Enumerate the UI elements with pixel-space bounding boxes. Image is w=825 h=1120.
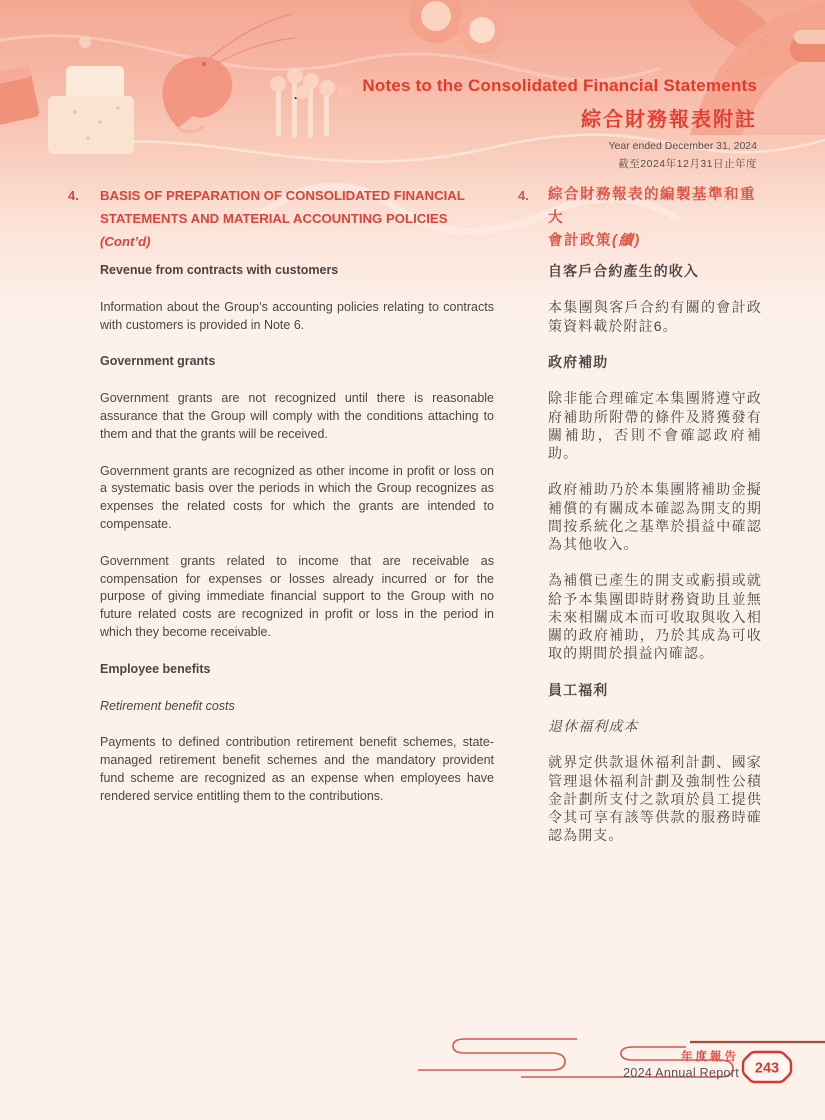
page-title-zh: 綜合財務報表附註 [581, 109, 757, 131]
tofu-illustration [48, 66, 134, 154]
note-section-4 [68, 184, 762, 863]
annual-report-en: 2024 Annual Report [623, 1066, 739, 1080]
subhead-revenue-en: Revenue from contracts with customers [100, 263, 339, 277]
annual-report-zh: 年度報告 [681, 1051, 739, 1063]
footer-report-label [623, 1048, 739, 1080]
shrimp-illustration [162, 14, 298, 132]
para-grants3-zh: 為補償已產生的開支或虧損或就給予本集團即時財務資助且並無未來相關成本而可收取與收入相關的政府補助，乃於其成為可收取的期間於損益內確認。 [548, 572, 762, 662]
stray-dot-mark: . [294, 88, 298, 102]
para-grants3-en: Government grants related to income that are receivable as compensation for expenses or losses already incurred or for the purpose of giving immediate financial support to the Group with no future related costs are recognized in profit or loss in the period in which they become receivable. [100, 553, 494, 639]
english-column [100, 184, 494, 825]
deco-dot [338, 85, 352, 99]
para-retirement-zh: 就界定供款退休福利計劃、國家管理退休福利計劃及強制性公積金計劃所支付之款項於員工提供令其可享有該等供款的服務時確認為開支。 [548, 754, 762, 844]
enoki-mushrooms-illustration [270, 68, 335, 138]
para-grants2-en: Government grants are recognized as other income in profit or loss on a systematic basis over the periods in which the Group recognizes as expenses the related costs for which the grants are intended to compensate. [100, 463, 494, 531]
sushi-illustration [790, 30, 825, 62]
page-number: 243 [754, 1060, 780, 1077]
para-retirement-en: Payments to defined contribution retirement benefit schemes, state-managed retirement benefit schemes and the mandatory provident fund scheme are recognized as an expense when employees have rendered service entitling them to the contributions. [100, 735, 494, 803]
subhead-grants-zh: 政府補助 [548, 353, 609, 370]
heading-line: STATEMENTS AND MATERIAL ACCOUNTING POLICIES [100, 211, 448, 226]
page-header [362, 76, 757, 171]
subhead-revenue-zh: 自客戶合約產生的收入 [548, 263, 699, 279]
heading-line: BASIS OF PREPARATION OF CONSOLIDATED FINANCIAL [100, 188, 465, 203]
period-en: Year ended December 31, 2024 [608, 140, 757, 152]
red-box-illustration [0, 65, 40, 126]
deco-dot [79, 36, 91, 48]
roll-illustration [409, 0, 506, 54]
page-number-octagon [740, 1049, 794, 1085]
para-grants1-zh: 除非能合理確定本集團將遵守政府補助所附帶的條件及將獲發有關補助，否則不會確認政府補助。 [548, 390, 762, 461]
heading-line: 綜合財務報表的編製基準和重大 [548, 187, 756, 226]
section-number-en: 4. [68, 188, 79, 203]
section-number-zh: 4. [518, 188, 529, 203]
para-grants2-zh: 政府補助乃於本集團將補助金擬補償的有關成本確認為開支的期間按系統化之基準於損益中確認為其他收入。 [548, 481, 762, 552]
chinese-column [548, 184, 762, 863]
para-revenue-en: Information about the Group’s accounting policies relating to contracts with customers is provided in Note 6. [100, 299, 494, 332]
contd-label: (續) [612, 233, 641, 249]
section-heading-zh [548, 184, 762, 253]
heading-line: 會計政策 [548, 233, 612, 249]
page-title-en: Notes to the Consolidated Financial Statements [362, 76, 757, 95]
para-grants1-en: Government grants are not recognized until there is reasonable assurance that the Group will comply with the conditions attaching to them and that the grants will be received. [100, 391, 494, 441]
subhead-grants-en: Government grants [100, 354, 216, 369]
scroll-curve [418, 1039, 577, 1070]
page-number-badge [740, 1049, 794, 1090]
period-zh: 截至2024年12月31日止年度 [618, 158, 757, 170]
para-revenue-zh: 本集團與客戶合約有關的會計政策資料載於附註6。 [548, 299, 762, 334]
section-heading-en [100, 184, 494, 253]
contd-label: (Cont’d) [100, 234, 151, 249]
subhead-retirement-en: Retirement benefit costs [100, 698, 235, 713]
subhead-employee-en: Employee benefits [100, 661, 211, 676]
subhead-employee-zh: 員工福利 [548, 681, 609, 698]
subhead-retirement-zh: 退休福利成本 [548, 717, 639, 734]
